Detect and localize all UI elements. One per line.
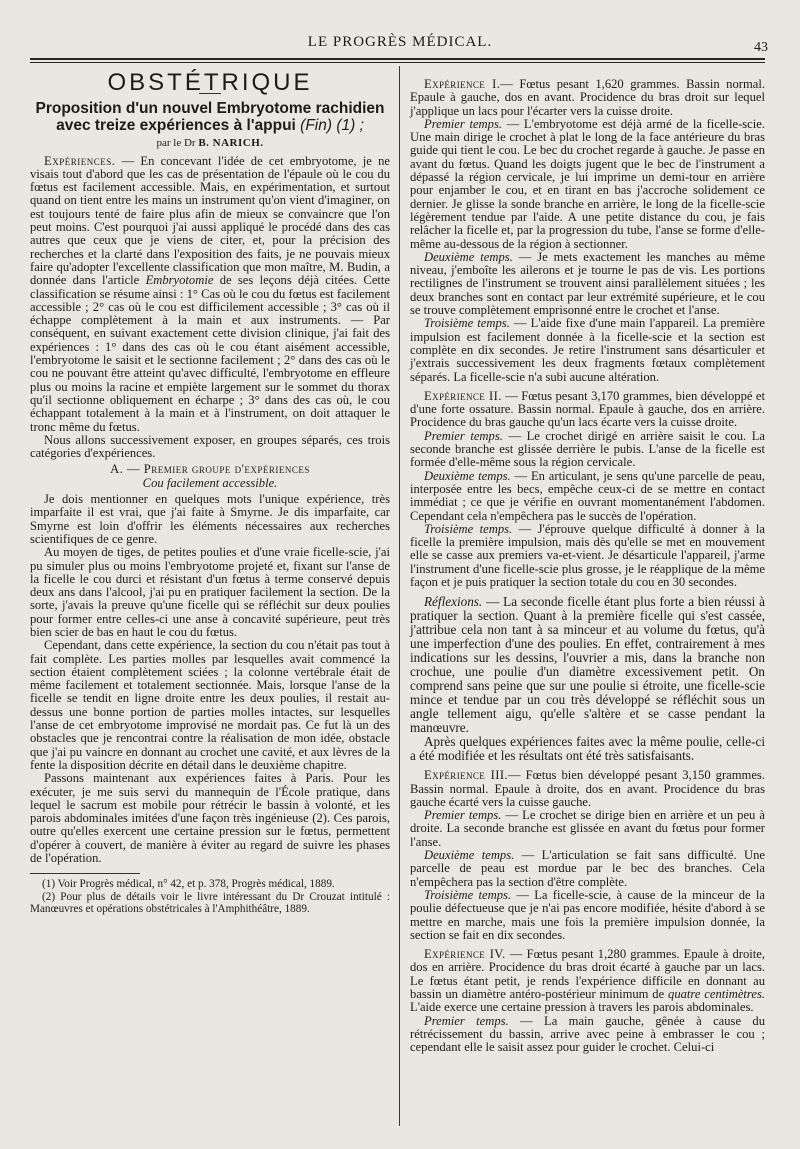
intro-text: — En concevant l'idée de cet embryotome, je ne visais tout d'abord que les cas de présentation de l'épaule où le cou du fœtus est facilement accessible. Mais, en expérimentation, et surtout quand on tient entre les mains un instrument qu'on vient d'imaginer, on est toujours tenté de faire plus afin de mieux se convaincre que l'on peut moins. C'est pourquoi j'ai aussi appliqué le procédé dans des cas autres que ceux que je viens de citer, et, pour la précision des recherches et la clarté dans l'exposition des faits, je ne pouvais mieux faire qu'adopter l'excellente classification que mon maître, M. Budin, a donnée dans l'article [30, 153, 390, 288]
experiment-1-title: Expérience I. [424, 77, 501, 91]
experiment-1-step-3 [410, 317, 765, 383]
step-label: Troisième temps. [424, 521, 513, 536]
step-label: Premier temps. [424, 1013, 509, 1028]
step-text: — L'aide fixe d'une main l'appareil. La première impulsion est facilement donnée à la ficelle-scie et la section est complète en dix secondes. Je retire l'instrument sans désarticuler et j'extrais successivement les deux fragments fœtaux complètement séparés. La ficelle-scie n'a subi aucune altération. [410, 316, 766, 384]
step-label: Premier temps. [424, 116, 502, 131]
step-label: Premier temps. [424, 808, 502, 823]
step-label: Deuxième temps. [424, 249, 513, 264]
experiment-3-title: Expérience III. [424, 768, 508, 783]
reflections-label: Réflexions. [424, 594, 483, 610]
step-text: — L'embryotome est déjà armé de la ficelle-scie. Une main dirige le crochet à plat le long de la face antérieure du bras guide qui tient le cou. Le bec du crochet regarde à gauche. Je passe en avant du fœtus. Quand les doigts jugent que le bec de l'instrument a dépassé la région cervicale, je lui imprime un demi-tour en arrière pour enjamber le cou, et en tirant en bas j'accroche solidement ce dernier. Je glisse la sonde branche en arrière, le long de la ficelle-scie légèrement tendue par l'aide. A une petite distance du cou, je fais relâcher la ficelle et, par la progression du tube, l'anse se forme d'elle-même au-dessous de la région à sectionner. [410, 116, 765, 251]
step-text: — L'articulation se fait sans difficulté. Une parcelle de peau est mordue par le bec des branches. Cela n'empêchera pas la section d'être complète. [410, 848, 765, 889]
experiment-3-intro [410, 769, 765, 809]
author-name: B. NARICH. [198, 137, 264, 150]
article-title-main: Proposition d'un nouvel Embryotome rachidien avec treize expériences à l'appui [35, 100, 385, 135]
intro-lead: Expériences. [44, 153, 116, 168]
step-text: — La ficelle-scie, à cause de la minceur de la poulie défectueuse que je n'ai pas encore modifiée, hésite d'abord à se mettre en marche, mais une fois la première impulsion donnée, la section se fait en dix secondes. [410, 887, 766, 942]
intro-text-2: de ses leçons déjà citées. Cette classification se résume ainsi : 1° Cas où le cou du fœtus est facilement accessible ; 2° cas où le cou est difficilement accessible ; 3° cas où il échappe complètement à la main et aux instruments. — Par conséquent, en suivant exactement cette division clinique, j'ai fait des expériences : 1° dans des cas où le cou étant aisément accessible, l'embryotome le saisit et le sectionne facilement ; 2° dans des cas où le cou ne pouvant être atteint qu'avec difficulté, l'embryotome en effleure plus ou moins la racine et empiète largement sur le sommet du thorax qu'il sectionne obliquement en écharpe ; 3° dans des cas où, le cou échappant totalement à la main et à l'instrument, on doit attaquer le tronc même du fœtus. [30, 273, 390, 434]
step-text: — En articulant, je sens qu'une parcelle de peau, interposée entre les becs, empêche ceux-ci de se mettre en contact immédiat ; ce que je vérifie en ouvrant momentanément l'abdomen. Cependant cela n'empêchera pas le succès de l'opération. [410, 468, 765, 523]
reflections-paragraph-2: Après quelques expériences faites avec la même poulie, celle-ci a été modifiée et les résultats ont été très satisfaisants. [410, 734, 765, 764]
step-text: — Le crochet dirigé en arrière saisit le cou. La seconde branche est glissée derrière le pubis. L'anse de la ficelle est formée d'elle-même sous la région cervicale. [410, 428, 766, 470]
step-text: — La main gauche, gênée à cause du rétrécissement du bassin, arrive avec peine à embrasser le cou ; cependant elle le saisit assez pour guider le crochet. Celui-ci [410, 1013, 765, 1055]
left-column [30, 68, 390, 916]
experiment-3-step-3 [410, 889, 765, 942]
experiment-2-step-1 [410, 430, 765, 470]
step-label: Troisième temps. [424, 887, 512, 902]
experiment-2-title: Expérience II. [424, 388, 502, 403]
experiment-4-intro [410, 948, 765, 1014]
intro-emphasis: Embryotomie [145, 273, 214, 288]
experiment-2-step-3 [410, 523, 765, 589]
step-label: Troisième temps. [424, 316, 510, 331]
experiment-3-text: — Fœtus bien développé pesant 3,150 grammes. Bassin normal. Epaule à droite, dos en avant. Procidence du bras gauche écarté vers la cuisse gauche. [410, 768, 765, 809]
article-title-suffix: (Fin) (1) ; [300, 117, 364, 135]
page-header [30, 34, 770, 60]
paragraph-4: Au moyen de tiges, de petites poulies et d'une vraie ficelle-scie, j'ai pu simuler plus ou moins l'embryotome projeté et, fixant sur l'anse de la ficelle le cou durci et résistant d'un fœtus à terme conservé depuis deux ans dans l'alcool, j'ai pu en pratiquer facilement la section. De la sorte, j'avais la preuve qu'une ficelle qui se réfléchit sur deux poulies pour former entre celles-ci une anse à concavité supérieure, peut très bien scier de bas en haut le cou du fœtus. [30, 545, 390, 639]
experiment-4-text: — Fœtus pesant 1,280 grammes. Epaule à droite, dos en arrière. Procidence du bras droit écarté à gauche par un lacs. Le fœtus étant petit, je rends l'expérience difficile en donnant au bassin un diamètre antéro-postérieur minimum de [410, 947, 765, 1002]
footnote-2: (2) Pour plus de détails voir le livre intéressant du Dr Crouzat intitulé : Manœuvres et opérations obstétricales à l'Amphithéâtre, 1889. [30, 890, 390, 916]
experiment-1-step-2 [410, 251, 765, 317]
paragraph-6: Passons maintenant aux expériences faites à Paris. Pour les exécuter, je me suis servi du mannequin de l'École pratique, dans lequel le sacrum est mobile pour rétrécir le bassin à volonté, et les parois abdominales imitées d'une façon très ingénieuse (2). Ces parois, outre qu'elles exercent une certaine pression sur le fœtus, permettent d'opérer à couvert, de manière à éviter au regard de suivre les phases de l'opération. [30, 771, 390, 866]
experiment-4-step-1 [410, 1015, 765, 1055]
experiment-4-title: Expérience IV. [424, 947, 506, 962]
intro-paragraph [30, 155, 390, 434]
article-title [30, 100, 390, 134]
experiment-2-text: — Fœtus pesant 3,170 grammes, bien développé et d'une forte ossature. Bassin normal. Epaule à gauche, dos en arrière. Procidence du bras gauche qu'un lacs écarte vers la cuisse droite. [410, 388, 765, 430]
step-label: Premier temps. [424, 428, 503, 443]
experiment-3-step-1 [410, 809, 765, 849]
experiment-3-step-2 [410, 849, 765, 889]
group-heading: A. — Premier groupe d'expériences [110, 462, 310, 477]
experiment-1-intro [410, 78, 765, 118]
paragraph-2: Nous allons successivement exposer, en groupes séparés, ces trois catégories d'expériences. [30, 432, 390, 461]
column-divider [399, 66, 400, 1126]
experiment-4-emphasis: quatre centimètres. [668, 987, 766, 1002]
paragraph-5: Cependant, dans cette expérience, la section du cou n'était pas tout à fait complète. Les parties molles par lesquelles avait commencé la section étaient complètement sciées ; la colonne vertébrale était de même facilement et totalement sectionnée. Mais, lorsque l'anse de la ficelle se tendit en ligne droite entre les deux poulies, il restait au-dessus une bonne portion de parties molles intactes, sur lesquelles l'anse de cet embryotome improvisé ne mordait pas. Ce fut là un des obstacles que je rencontrai contre la réalisation de mon idée, obstacle que j'ai pu vaincre en donnant au crochet une cavité, et aux lèvres de la fente la disposition décrite en détail dans le deuxième chapitre. [30, 638, 390, 772]
experiment-4-text-2: L'aide exerce une certaine pression à travers les parois abdominales. [410, 1000, 754, 1015]
author-prefix: par le Dr [156, 137, 196, 150]
footnote-rule [30, 873, 140, 874]
experiment-1-step-1 [410, 118, 765, 251]
experiment-2-intro [410, 390, 765, 430]
step-label: Deuxième temps. [424, 468, 511, 483]
experiment-2-step-2 [410, 470, 765, 523]
experiment-1-text: — Fœtus pesant 1,620 grammes. Bassin normal. Epaule à gauche, dos en avant. Procidence du bras droit sur lequel j'applique un lacs pour l'écarter vers la cuisse droite. [410, 77, 765, 118]
step-text: — Je mets exactement les manches au même niveau, j'emboîte les ailerons et je tourne le pas de vis. Les portions rectilignes de l'instrument se trouvent ainsi parallèlement situées ; les deux branches sont en contact par leur extrémité supérieure, et le cou se trouve complètement emprisonné entre le crochet et l'anse. [410, 249, 765, 318]
reflections-text: — La seconde ficelle étant plus forte a bien réussi à pratiquer la section. Quant à la première ficelle qui s'est cassée, j'attribue cela non tant à sa minceur et au volume du fœtus, qu'à une imperfection d'une des poulies. En effet, contrairement à mes indications sur les dessins, l'ouvrier a mis, dans la branche non crochue, une poulie d'un diamètre excessivement petit. On comprend sans peine que sur une poulie si étroite, une ficelle-scie mince et tendue par un cou très développé se réfléchit sous un angle tellement aigu, qu'elle s'altère et se casse pendant la manœuvre. [410, 594, 765, 736]
group-subheading: Cou facilement accessible. [142, 475, 278, 490]
header-rule [30, 58, 765, 63]
running-title: LE PROGRÈS MÉDICAL. [307, 34, 493, 50]
page-number: 43 [754, 40, 768, 55]
step-text: — Le crochet se dirige bien en arrière et un peu à droite. La seconde branche est glissée en avant du fœtus pour former l'anse. [410, 808, 766, 849]
right-column [410, 78, 765, 1055]
step-text: — J'éprouve quelque difficulté à donner à la ficelle la première impulsion, mais dès qu'elle se met en mouvement elle se casse aux premiers va-et-vient. Je désarticule l'appareil, j'arme l'instrument d'une ficelle-scie plus grosse, je le réapplique de la même façon et je puis pratiquer la section totale du cou en 30 secondes. [410, 521, 766, 589]
section-title: OBSTÉTRIQUE [107, 69, 313, 96]
paragraph-3: Je dois mentionner en quelques mots l'unique expérience, très imparfaite il est vrai, que j'ai faite à Smyrne. Je dis imparfaite, car Smyrne est loin d'offrir les éléments nécessaires aux recherches scientifiques de ce genre. [30, 492, 390, 546]
reflections-paragraph [410, 595, 765, 735]
step-label: Deuxième temps. [424, 848, 515, 863]
footnote-1: (1) Voir Progrès médical, n° 42, et p. 378, Progrès médical, 1889. [42, 878, 335, 891]
author-line [30, 137, 390, 150]
